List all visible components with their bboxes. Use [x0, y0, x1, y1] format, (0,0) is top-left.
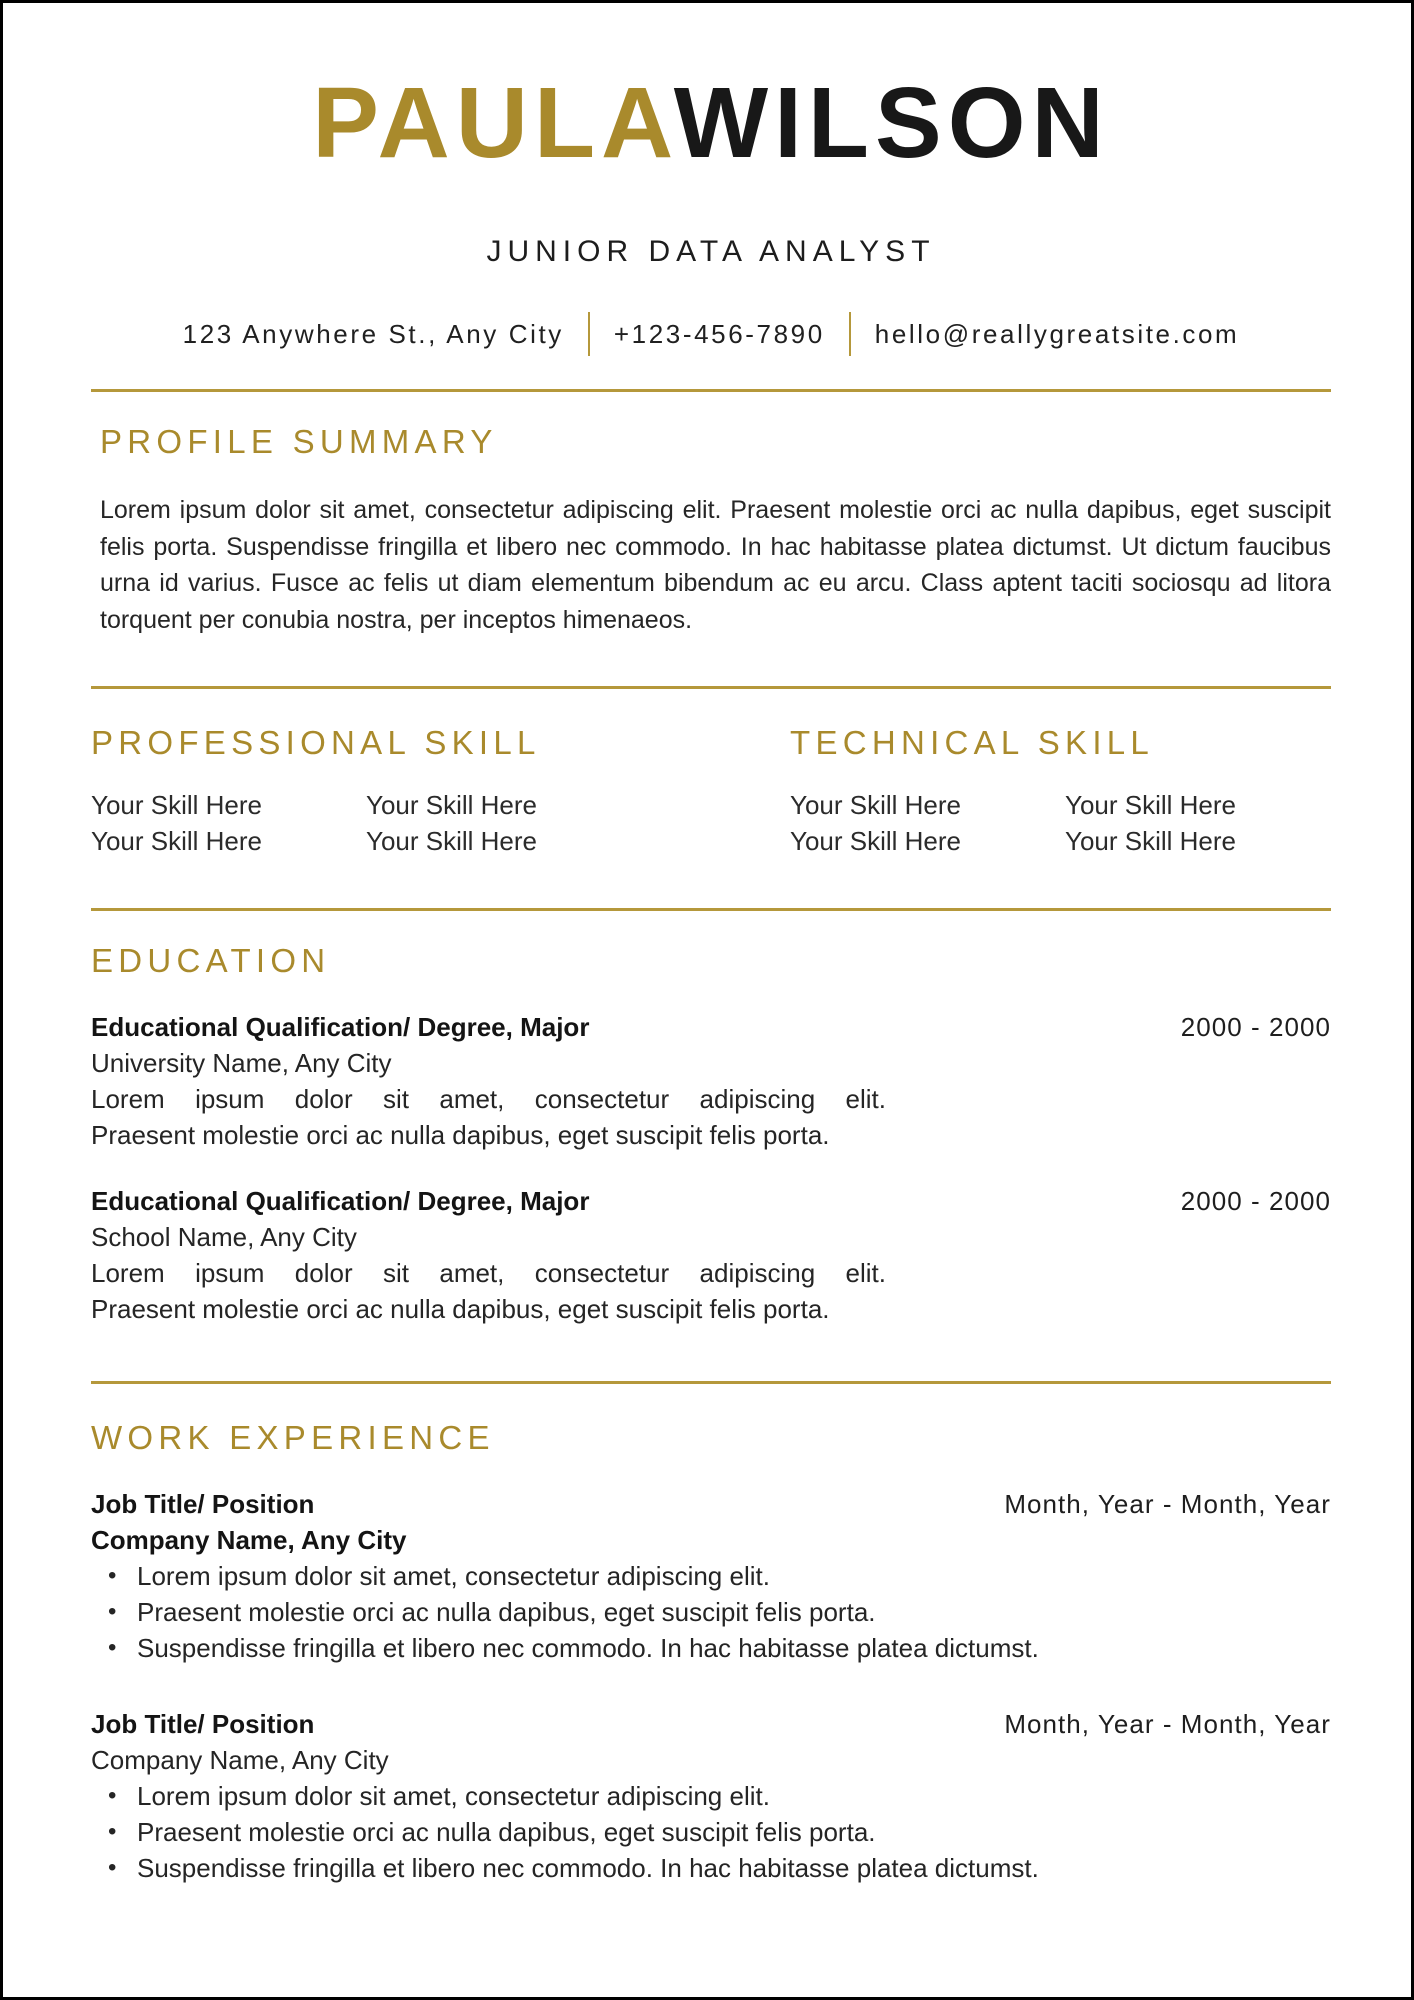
work-entry — [91, 1486, 1331, 1666]
profile-summary-text: Lorem ipsum dolor sit amet, consectetur adipiscing elit. Praesent molestie orci ac nulla dapibus, eget suscipit felis porta. Suspendisse fringilla et libero nec commodo. In hac habitasse platea dictumst. Ut dictum faucibus urna id varius. Fusce ac felis ut diam elementum bibendum ac eu arcu. Class aptent taciti sociosqu ad litora torquent per conubia nostra, per inceptos himenaeos. — [100, 496, 1331, 634]
work-experience-heading: WORK EXPERIENCE — [91, 1419, 495, 1456]
education-description-line: Praesent molestie orci ac nulla dapibus, eget suscipit felis porta. — [91, 1120, 830, 1150]
job-bullet-list — [91, 1558, 1331, 1666]
education-heading: EDUCATION — [91, 942, 331, 979]
job-title: JUNIOR DATA ANALYST — [486, 235, 936, 268]
profile-summary-heading: PROFILE SUMMARY — [100, 423, 498, 460]
skill-item: Your Skill Here — [790, 790, 962, 820]
last-name: WILSON — [673, 67, 1110, 179]
job-position-title: Job Title/ Position — [91, 1489, 315, 1519]
skills-section — [91, 723, 1331, 859]
section-divider — [91, 389, 1331, 392]
company-name: Company Name, Any City — [91, 1525, 407, 1555]
professional-skill-column — [91, 723, 790, 859]
contact-address: 123 Anywhere St., Any City — [182, 319, 564, 349]
contact-divider — [588, 312, 590, 356]
job-bullet: • Lorem ipsum dolor sit amet, consectetur adipiscing elit. — [91, 1778, 1331, 1814]
job-bullet: • Suspendisse fringilla et libero nec commodo. In hac habitasse platea dictumst. — [91, 1630, 1331, 1666]
degree-title: Educational Qualification/ Degree, Major — [91, 1012, 590, 1042]
technical-skill-column — [790, 723, 1331, 859]
job-dates: Month, Year - Month, Year — [1004, 1709, 1331, 1739]
degree-title: Educational Qualification/ Degree, Major — [91, 1186, 590, 1216]
education-dates: 2000 - 2000 — [1180, 1186, 1331, 1216]
education-description-line: Praesent molestie orci ac nulla dapibus, eget suscipit felis porta. — [91, 1294, 830, 1324]
job-position-title: Job Title/ Position — [91, 1709, 315, 1739]
job-bullet: • Suspendisse fringilla et libero nec commodo. In hac habitasse platea dictumst. — [91, 1850, 1331, 1886]
section-divider — [91, 686, 1331, 689]
section-divider — [91, 1381, 1331, 1384]
education-entry-header — [91, 1183, 1331, 1219]
skill-item: Your Skill Here — [91, 826, 263, 856]
education-entry — [91, 1009, 1331, 1153]
contact-row — [91, 310, 1331, 358]
job-bullet: • Praesent molestie orci ac nulla dapibus, eget suscipit felis porta. — [91, 1814, 1331, 1850]
job-bullet: • Lorem ipsum dolor sit amet, consectetur adipiscing elit. — [91, 1558, 1331, 1594]
work-entry — [91, 1706, 1331, 1886]
skill-item: Your Skill Here — [366, 826, 538, 856]
job-dates: Month, Year - Month, Year — [1004, 1489, 1331, 1519]
work-entry-header — [91, 1486, 1331, 1522]
skill-item: Your Skill Here — [1065, 826, 1237, 856]
contact-phone: +123-456-7890 — [613, 319, 825, 349]
skill-item: Your Skill Here — [1065, 790, 1237, 820]
first-name: PAULA — [312, 67, 674, 179]
education-dates: 2000 - 2000 — [1180, 1012, 1331, 1042]
section-divider — [91, 908, 1331, 911]
contact-divider — [849, 312, 851, 356]
skill-item: Your Skill Here — [790, 826, 962, 856]
resume-header — [91, 67, 1331, 358]
education-description-line: Lorem ipsum dolor sit amet, consectetur adipiscing elit. — [91, 1258, 886, 1288]
education-section — [91, 941, 1331, 1327]
education-description-line: Lorem ipsum dolor sit amet, consectetur adipiscing elit. — [91, 1084, 886, 1114]
work-experience-section — [91, 1418, 1331, 1886]
contact-email: hello@reallygreatsite.com — [874, 319, 1240, 349]
technical-skill-list — [790, 787, 1331, 859]
work-entry-header — [91, 1706, 1331, 1742]
school-name: University Name, Any City — [91, 1048, 392, 1078]
education-entry — [91, 1183, 1331, 1327]
profile-summary-section — [91, 422, 1331, 638]
technical-skill-heading: TECHNICAL SKILL — [790, 724, 1155, 761]
school-name: School Name, Any City — [91, 1222, 357, 1252]
skill-item: Your Skill Here — [366, 790, 538, 820]
person-name — [91, 67, 1331, 179]
skill-item: Your Skill Here — [91, 790, 263, 820]
professional-skill-list — [91, 787, 790, 859]
job-bullet: • Praesent molestie orci ac nulla dapibus, eget suscipit felis porta. — [91, 1594, 1331, 1630]
company-name: Company Name, Any City — [91, 1745, 389, 1775]
professional-skill-heading: PROFESSIONAL SKILL — [91, 724, 541, 761]
job-bullet-list — [91, 1778, 1331, 1886]
education-entry-header — [91, 1009, 1331, 1045]
